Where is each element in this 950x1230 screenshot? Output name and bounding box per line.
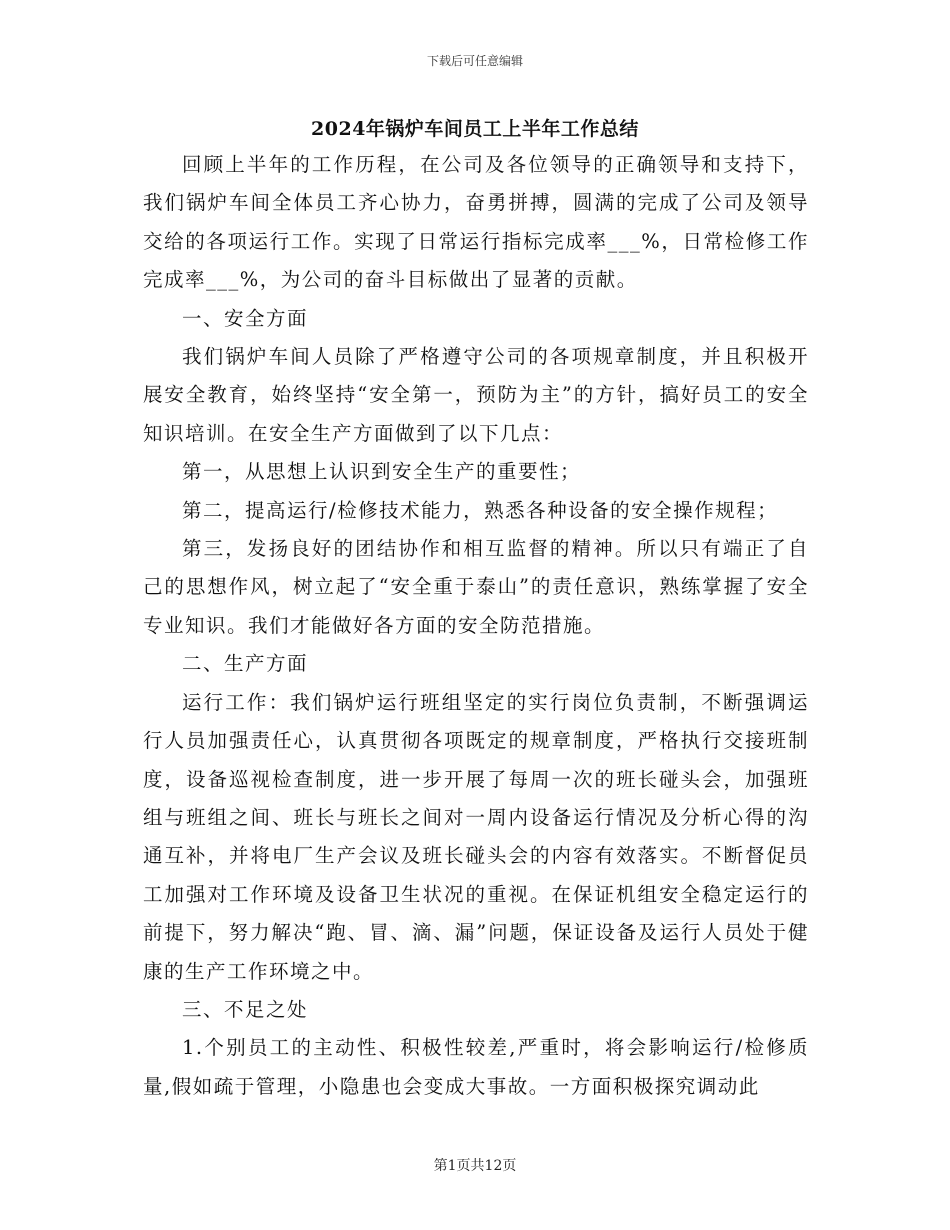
section-heading-shortcomings: 三、不足之处 — [182, 997, 309, 1021]
document-title: 2024年锅炉车间员工上半年工作总结 — [311, 118, 639, 140]
page-header: 下载后可任意编辑 — [426, 54, 523, 68]
shortcoming-item-1: 1.个别员工的主动性、积极性较差,严重时，将会影响运行/检修质量,假如疏于管理，小隐患也会变成大事故。一方面积极探究调动此 — [143, 1036, 809, 1098]
page-number: 第1页共12页 — [433, 1158, 517, 1174]
safety-point-1: 第一，从思想上认识到安全生产的重要性； — [182, 460, 582, 484]
intro-paragraph: 回顾上半年的工作历程，在公司及各位领导的正确领导和支持下，我们锅炉车间全体员工齐心协力，奋勇拼搏，圆满的完成了公司及领导交给的各项运行工作。实现了日常运行指标完成率___%，日常检修工作完成率___%，为公司的奋斗目标做出了显著的贡献。 — [143, 153, 809, 292]
section-heading-production: 二、生产方面 — [182, 652, 309, 676]
safety-paragraph: 我们锅炉车间人员除了严格遵守公司的各项规章制度，并且积极开展安全教育，始终坚持“安全第一，预防为主”的方针，搞好员工的安全知识培训。在安全生产方面做到了以下几点： — [143, 345, 809, 445]
safety-point-2: 第二，提高运行/检修技术能力，熟悉各种设备的安全操作规程； — [182, 498, 779, 522]
section-heading-safety: 一、安全方面 — [182, 306, 309, 330]
safety-point-3: 第三，发扬良好的团结协作和相互监督的精神。所以只有端正了自己的思想作风，树立起了“安全重于泰山”的责任意识，熟练掌握了安全专业知识。我们才能做好各方面的安全防范措施。 — [143, 537, 809, 637]
production-paragraph: 运行工作：我们锅炉运行班组坚定的实行岗位负责制，不断强调运行人员加强责任心，认真贯彻各项既定的规章制度，严格执行交接班制度，设备巡视检查制度，进一步开展了每周一次的班长碰头会，加强班组与班组之间、班长与班长之间对一周内设备运行情况及分析心得的沟通互补，并将电厂生产会议及班长碰头会的内容有效落实。不断督促员工加强对工作环境及设备卫生状况的重视。在保证机组安全稳定运行的前提下，努力解决“跑、冒、滴、漏”问题，保证设备及运行人员处于健康的生产工作环境之中。 — [143, 690, 809, 983]
document-body — [143, 146, 809, 1106]
